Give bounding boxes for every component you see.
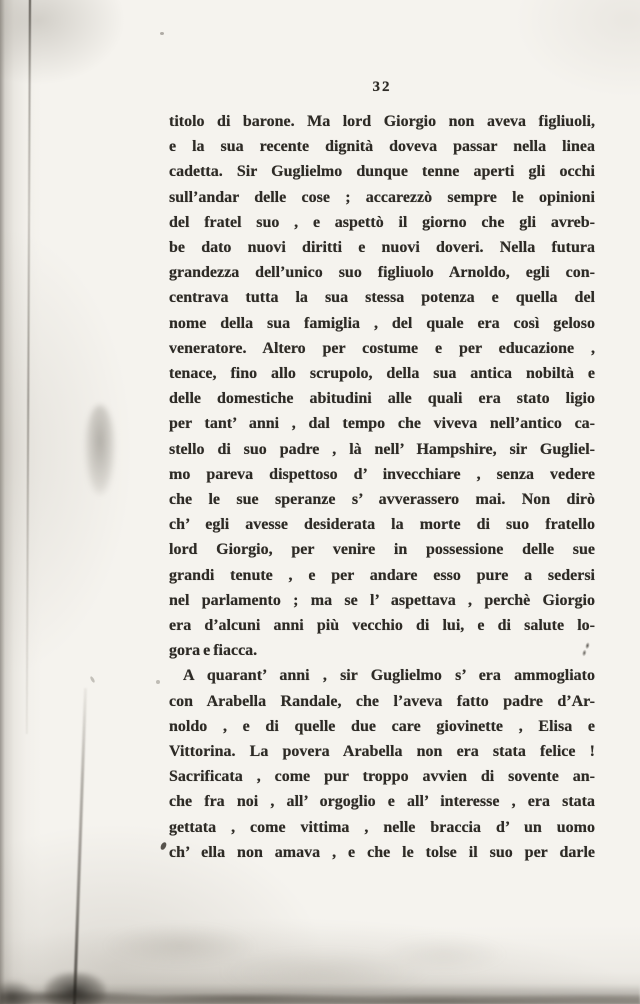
paper-mottling — [60, 905, 540, 995]
paper-speck — [160, 32, 164, 35]
text-line: che fra noi , all’ orgoglio e all’ interesse , era stata — [169, 793, 595, 811]
text-line: veneratore. Altero per costume e per educazione , — [169, 339, 595, 357]
text-block — [169, 109, 595, 865]
text-line: sull’andar delle cose ; accarezzò sempre le opinioni — [169, 188, 595, 206]
text-line: tenace, fino allo scrupolo, della sua antica nobiltà e — [169, 365, 595, 383]
text-line: grandi tenute , e per andare esso pure a sedersi — [169, 566, 595, 584]
paper-speck — [89, 676, 95, 684]
text-line: nel parlamento ; ma se l’ aspettava , perchè Giorgio — [169, 591, 595, 609]
text-line: gora e fiacca. — [169, 642, 258, 660]
text-line: era d’alcuni anni più vecchio di lui, e di salute lo- — [169, 617, 595, 635]
paper-speck — [156, 680, 160, 684]
text-line: delle domestiche abitudini alle quali era stato ligio — [169, 390, 595, 408]
dark-blob-bottom — [44, 972, 106, 1004]
text-line: lord Giorgio, per venire in possessione delle sue — [169, 541, 595, 559]
text-line: Sacrificata , come pur troppo avvien di sovente an- — [169, 768, 595, 786]
text-line: ch’ ella non amava , e che le tolse il suo per darle — [169, 843, 595, 861]
text-line: ch’ egli avesse desiderata la morte di suo fratello — [169, 516, 595, 534]
ink-speck-left-margin — [160, 841, 167, 850]
text-line: noldo , e di quelle due care giovinette , Elisa e — [169, 717, 595, 735]
text-line: che le sue speranze s’ avverassero mai. Non dirò — [169, 491, 595, 509]
binding-crease-upper — [26, 0, 31, 734]
text-line: grandezza dell’unico suo figliuolo Arnoldo, egli con- — [169, 264, 595, 282]
text-line: stello di suo padre , là nell’ Hampshire, sir Gugliel- — [169, 440, 595, 458]
text-line: mo pareva dispettoso d’ invecchiare , senza vedere — [169, 465, 595, 483]
page-number: 32 — [372, 79, 392, 95]
text-line: centrava tutta la sua stessa potenza e quella del — [169, 289, 595, 307]
text-line: con Arabella Randale, che l’aveva fatto padre d’Ar- — [169, 692, 595, 710]
text-line: nome della sua famiglia , del quale era così geloso — [169, 314, 595, 332]
text-line: per tant’ anni , dal tempo che viveva nell’antico ca- — [169, 415, 595, 433]
text-line: cadetta. Sir Guglielmo dunque tenne aperti gli occhi — [169, 163, 595, 181]
text-line: del fratel suo , e aspettò il giorno che gli avreb- — [169, 213, 595, 231]
text-line: A quarant’ anni , sir Guglielmo s’ era ammogliato — [183, 667, 595, 685]
text-line: Vittorina. La povera Arabella non era stata felice ! — [169, 743, 595, 761]
smudge-mark — [85, 405, 115, 495]
text-line: gettata , come vittima , nelle braccia d’ un uomo — [169, 818, 595, 836]
text-line: be dato nuovi diritti e nuovi doveri. Nella futura — [169, 239, 595, 257]
dark-corner-bottom-left — [0, 980, 34, 1004]
text-line: e la sua recente dignità doveva passar nella linea — [169, 138, 595, 156]
text-line: titolo di barone. Ma lord Giorgio non aveva figliuoli, — [169, 113, 595, 130]
